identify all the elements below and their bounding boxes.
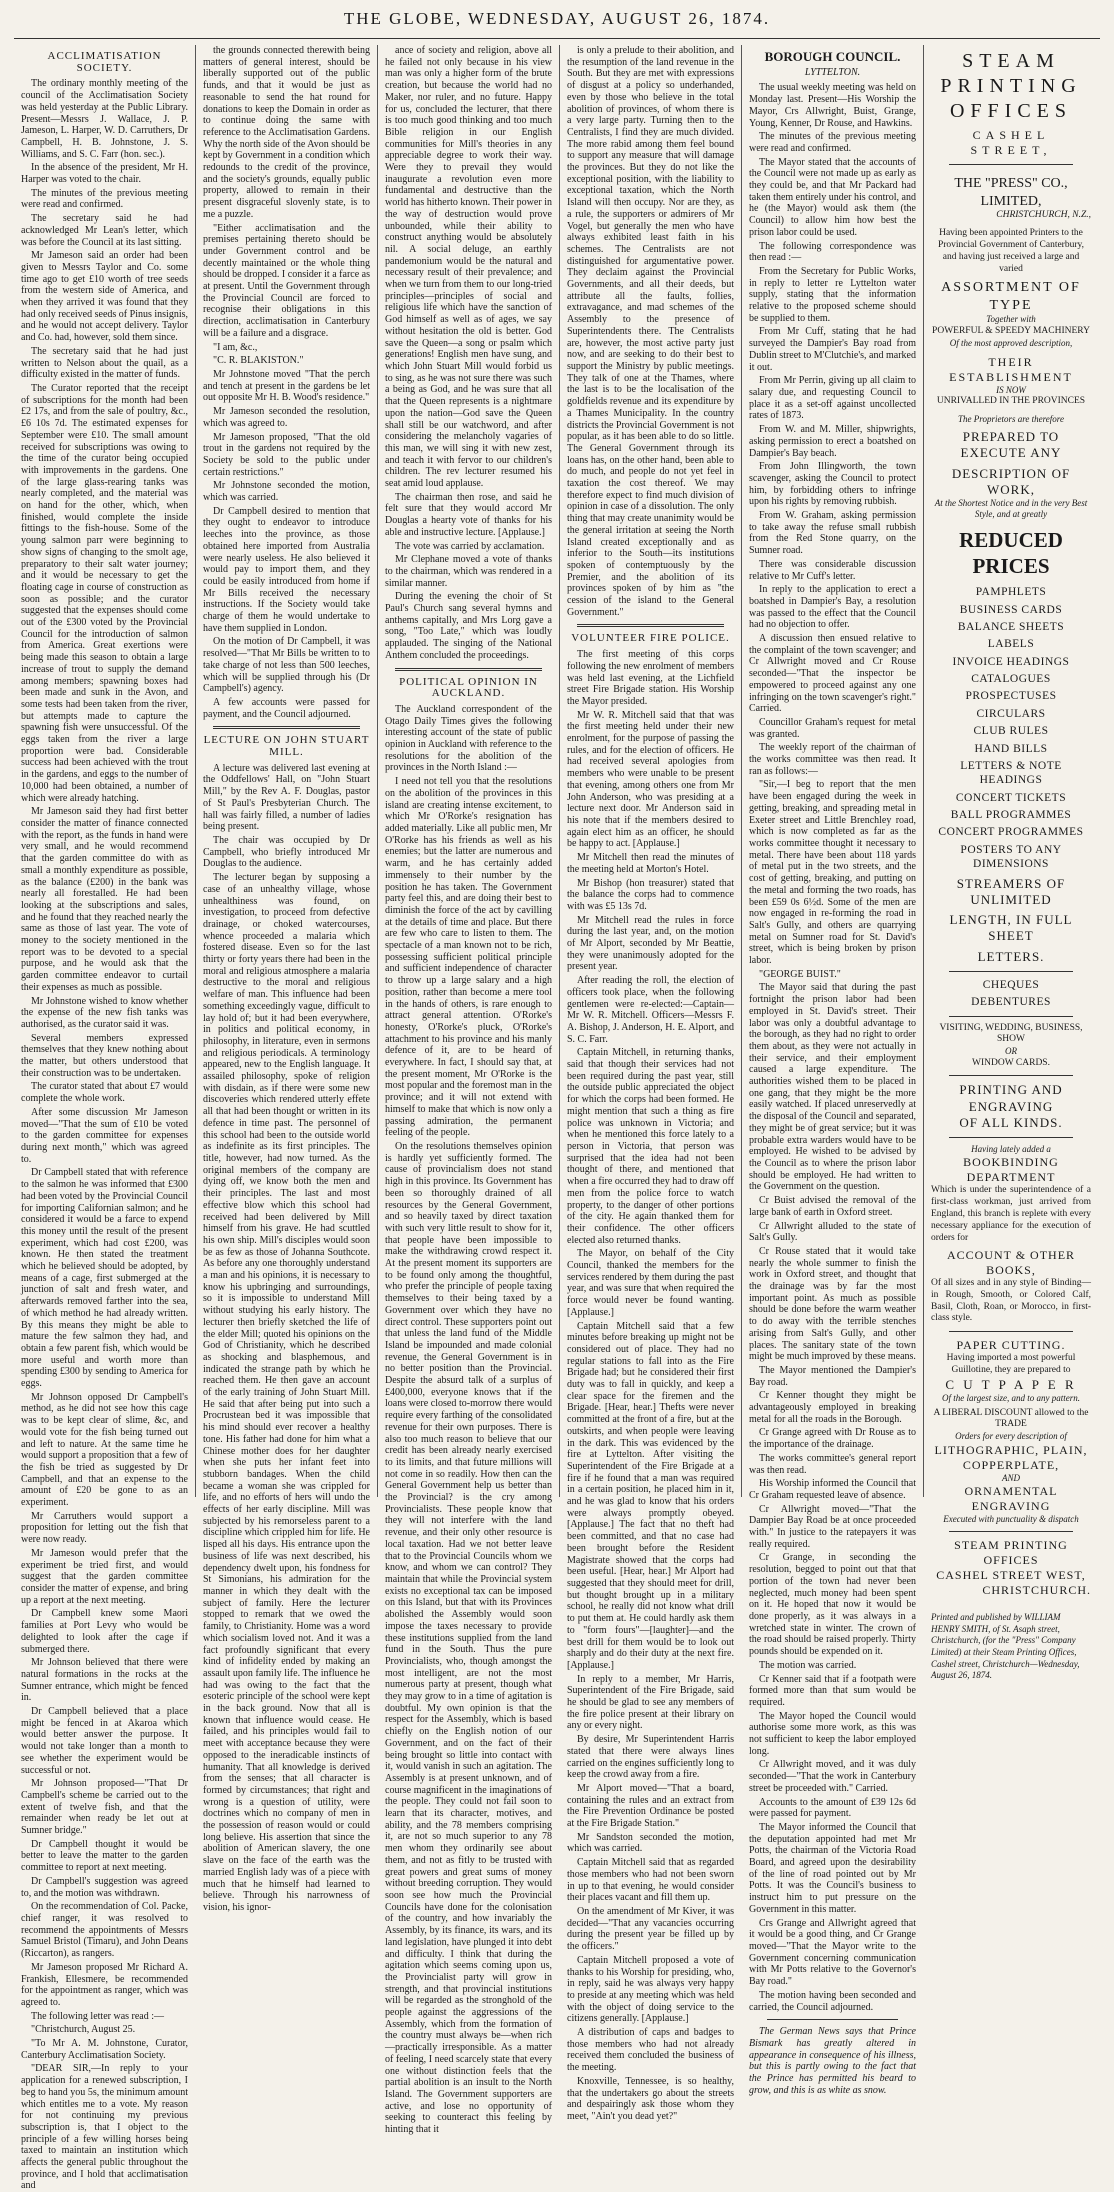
paragraph: Mr Sandston seconded the motion, which was carried. (567, 1831, 734, 1855)
paragraph: Dr Campbell thought it would be better to leave the matter to the garden committee to report at next meeting. (21, 1838, 188, 1874)
ad-reduced-prices: REDUCED PRICES (959, 527, 1063, 578)
paragraph: In reply to a member, Mr Harris, Superintendent of the Fire Brigade, said he should be glad to see any members of the fire police present at their library on any or every night. (567, 1673, 734, 1732)
paragraph: The usual weekly meeting was held on Monday last. Present—His Worship the Mayor, Crs Allwright, Buist, Grange, Young, Kenner, Dr Rouse, and Hawkins. (749, 82, 916, 129)
paragraph: Mr Clephane moved a vote of thanks to the chairman, which was rendered in a similar manner. (385, 554, 552, 589)
article-body (567, 649, 734, 2122)
paragraph: On the amendment of Mr Kiver, it was decided—"That any vacancies occurring during the present year be filled up by the officers." (567, 1905, 734, 1953)
paragraph: After some discussion Mr Jameson moved—"That the sum of £10 be voted to the garden committee for expenses during next month," which was agreed to. (21, 1106, 188, 1165)
article-body (567, 45, 734, 618)
ad-christchurch: CHRISTCHURCH. (982, 1583, 1091, 1597)
ad-paper-cutting: PAPER CUTTING. (956, 1338, 1066, 1353)
paragraph: From W. and M. Miller, shipwrights, asking permission to erect a boatshed on Dampier's Bay beach. (749, 424, 916, 459)
paragraph: Cr Allwright moved, and it was duly seconded—"That the work in Canterbury street be proceeded with." Carried. (749, 1759, 916, 1794)
paragraph: Mr Jameson would prefer that the experiment be tried first, and would suggest that the garden committee consider the matter of expense, and bring up a report at the next meeting. (21, 1547, 188, 1606)
paragraph: Cr Kenner thought they might be advantageously employed in breaking metal for all the roads in the Borough. (749, 1390, 916, 1425)
column-1 (14, 45, 196, 2192)
paragraph: During the evening the choir of St Paul's Church sang several hymns and anthems capitally, and Mrs Lorg gave a song, "Too Late," which was loudly applauded. The singing of the National Anthem concluded the proceedings. (385, 591, 552, 661)
paragraph: Captain Mitchell, in returning thanks, said that though their services had not been required during the past year, still the outside public appreciated the object for which the corps had been formed. He might mention that such a thing as fire police was unknown in Victoria; and when he mentioned this force lately to a person in Victoria, that person was surprised that the idea had not been thought of there, and mentioned that when a fire occurred they had to draw off men from the police force to watch property, to the danger of other portions of the city. He again thanked them for their confidence. The other officers elected also returned thanks. (567, 1047, 734, 1246)
divider (949, 1137, 1073, 1138)
paragraph: The Mayor mentioned the Dampier's Bay road. (749, 1364, 916, 1388)
ad-is-now: IS NOW (996, 384, 1026, 395)
paragraph: I need not tell you that the resolutions on the abolition of the provinces in this island are creating intense excitement, to which Mr O'Rorke's resignation has added materially. Like all public men, Mr O'Rorke has his friends as well as his enemies; but the latter are numerous and warm, and he has certainly added immensely to their number by the position he has taken. The Government party feel this, and are doing their best to diminish the force of the act by cavilling at the details of time and place. But there are few who care to listen to them. The spectacle of a man known not to be rich, possessing sufficient political principle and sufficient independence of character to throw up a large salary and a high position, rather than become a mere tool in the hands of others, is rare enough to attract general attention. O'Rorke's honesty, O'Rorke's pluck, O'Rorke's attachment to his province and his manly defence of it, are to be heard of everywhere. In fact, I should say that, at the present moment, Mr O'Rorke is the most popular and the foremost man in the province; and it will not extend with himself to make that which is now only a passing admiration, the permanent feeling of the people. (385, 776, 552, 1139)
paragraph: Knoxville, Tennessee, is so healthy, that the undertakers go about the streets and despairingly ask those whom they meet, "Ain't you dead yet?" (567, 2075, 734, 2122)
paragraph: Mr Jameson said an order had been given to Messrs Taylor and Co. some time ago to get £10 worth of tree seeds from the western side of America, and when they arrived it was found that they had only received seeds of Pinus insignis, and he would not accept delivery. Taylor and Co. had, however, sold them since. (21, 250, 188, 344)
article-heading: POLITICAL OPINION IN AUCKLAND. (399, 675, 538, 700)
paragraph: The Mayor hoped the Council would authorise some more work, as this was not sufficient to keep the labor employed long. (749, 1710, 916, 1757)
columns (14, 45, 1100, 2192)
paragraph: Crs Grange and Allwright agreed that it would be a good thing, and Cr Grange moved—"That the Mayor write to the Government concerning communication with Mr Potts relative to the Governor's Bay road." (749, 1917, 916, 1988)
paragraph: The vote was carried by acclamation. (395, 540, 545, 552)
paragraph: Accounts to the amount of £39 12s 6d were passed for payment. (749, 1796, 916, 1820)
paragraph: The weekly report of the chairman of the works committee was then read. It ran as follows:— (749, 742, 916, 777)
paragraph: Councillor Graham's request for metal was granted. (749, 716, 916, 740)
ad-service-item: CONCERT PROGRAMMES (938, 826, 1084, 839)
paragraph: Mr Alport moved—"That a board, containing the rules and an extract from the Fire Prevention Ordinance be posted at the Fire Brigade Station." (567, 1782, 734, 1830)
paragraph: is only a prelude to their abolition, and the resumption of the land revenue in the South. But they are met with expressions of disgust at a policy so underhanded, even by those who believe in the total abolition of provinces, of whom there is a very large party. Turning then to the Centralists, I find they are much divided. The more rabid among them feel bound to support any measure that will damage the provinces. But they do not like the exceptional position, with the liability to exceptional taxation, which the North Island will then occupy. Nor are they, as a rule, the supporters or admirers of Mr Vogel, but generally the men who have always exhibited least faith in his schemes. The Centralists are not distinguished for argumentative power. They declaim against the Provincial Governments, and all their deeds, but attribute all the faults, follies, extravagance, and mad schemes of the Assembly to the presence of Superintendents there. The Centralists are, however, the most active party just now, and are seeking to do their best to support the Ministry by public meetings. They talk of one at the Thames, where the last is to be the localisation of the goldfields revenue and its expenditure by a Thames Municipality. In the country districts the Provincial Government is not popular, as it has been able to do so little. The General Government through its loans has, on the other hand, been able to do much, and people do not yet feel in taxation the cost thereof. We may therefore expect to find much division of opinion in case of a dissolution. The only thing that may create unanimity would be the general irritation at seeing the North Island created exceptionally and as inferior to the South—its institutions spoken of contemptuously by the Premier, and the abolition of its provinces spoken of by him as "the cession of the island to the General Government." (567, 45, 734, 618)
paragraph: Mr Johnson proposed—"That Dr Campbell's scheme be carried out to the extent of twelve fish, and that the remainder when ready be let out at Sumner bridge." (21, 1778, 188, 1837)
ad-streamers: STREAMERS OF UNLIMITED (956, 875, 1066, 907)
paragraph: On the resolutions themselves opinion is hardly yet sufficiently formed. The cause of provincialism does not stand high in this province. Its Government has been so thoroughly drained of all resources by the General Government, and so heavily taxed by direct taxation with such very little result to show for it, that people have been impossible to make the withdrawing crowd respect it. At the present moment its supporters are to be found only among the thoughtful, who prefer the principle of people taxing themselves to their being taxed by a Government over which they have no direct control. These supporters point out that unless the land fund of the Middle Island be impounded and made colonial revenue, the General Government is in no better position than the Provincial. Despite the absurd talk of a surplus of £400,000, everyone knows that if the loans were closed to-morrow there would require every farthing of the consolidated revenue for their own purposes. There is also too much reason to believe that our credit has been already nearly exercised to its limits, and that future millions will not come in so readily. How then can the General Government help us better than the Provincial? is the cry among Provincialists. These people know that they will not interfere with the land revenue, and their only other resource is local taxation. Had we not better leave that to the Provincial Councils whom we know, and whom we can control? They maintain that while the Provincial system exists no exceptional tax can be imposed on this Island, but that with its Provinces abolished the Assembly would soon impose the taxes necessary to provide these institutions supplied from the land fund in the South. Thus the pure Provincialists, who, though amongst the most intelligent, are not the most numerous party at present, though what they may grow to in a time of agitation is doubtful. My own opinion is that the respect for the Assembly, which is based chiefly on the English notion of our Government, and on the fact of their being brought so little into contact with it, would vanish in such an agitation. The Assembly is at present unknown, and of course magnificent in the imaginations of the people. They could not fail soon to learn that its character, motives, and ability, and the 78 members comprising it, are not so much superior to any 78 men whom they ordinarily see about them, and not as fitly to be trusted with great powers and great sums of money without breeding corruption. They would soon see how much the Provincial Councils have done for the colonisation of the country, and how invariably the Assembly, by its finance, its wars, and its land legislation, have plunged it into debt and difficulty. I think that during the agitation which seems coming upon us, the Provincialist party will grow in strength, and that provincial institutions will be regarded as the stronghold of the people against the aggressions of the Assembly, which from the formation of the country must always be—when rich—practically irresponsible. As a matter of feeling, I need scarcely state that every one without distinction feels that the partial abolition is an insult to the North Island. The Government supporters are active, and lose no opportunity of seeking to counteract this feeling by hinting that it (385, 1140, 552, 2136)
ad-service-item: HAND BILLS (974, 742, 1048, 755)
article-heading: VOLUNTEER FIRE POLICE. (571, 632, 730, 645)
column-5 (742, 45, 924, 2096)
ad-service-item: BALL PROGRAMMES (950, 809, 1072, 821)
paragraph: Captain Mitchell proposed a vote of thanks to his Worship for presiding, who, in reply, said he was always very happy to preside at any meeting which was held with the object of doing service to the citizens generally. [Applause.] (567, 1954, 734, 2025)
paragraph: In reply to the application to erect a boatshed in Dampier's Bay, a resolution was passed to the effect that the Council had no objection to offer. (749, 584, 916, 631)
paragraph: Cr Grange, in seconding the resolution, begged to point out that that portion of the town had never been neglected, much money had been spent on it. He hoped that now it would be done properly, as it was always in a wretched state in winter. The crown of the road should be raised properly. Thirty pounds should be expended on it. (749, 1552, 916, 1658)
ad-service-item: LABELS (987, 638, 1035, 651)
ad-or: OR (1005, 1046, 1017, 1057)
ad-letters: LETTERS. (977, 948, 1045, 964)
paragraph: A discussion then ensued relative to the complaint of the town scavenger; and Cr Allwright moved and Cr Rouse seconded—"That the inspector be empowered to proceed against any one infringing on the town scavenger's right." Carried. (749, 633, 916, 715)
ad-together: Together with (986, 314, 1036, 325)
paragraph: The chair was occupied by Dr Campbell, who briefly introduced Mr Douglas to the audience. (203, 835, 370, 870)
ad-length: LENGTH, IN FULL SHEET (949, 912, 1073, 944)
ad-cashel-west: CASHEL STREET WEST, (936, 1568, 1086, 1582)
printing-advertisement (924, 45, 1098, 1681)
paragraph: The chairman then rose, and said he felt sure that they would accord Mr Douglas a hearty vote of thanks for his able and instructive lecture. [Applause.] (385, 491, 552, 538)
paragraph: The curator stated that about £7 would complete the whole work. (21, 1081, 188, 1105)
ad-service-item: CONCERT TICKETS (955, 791, 1067, 804)
paragraph: From the Secretary for Public Works, in reply to letter re Lyttelton water supply, stating that the information relative to the proposed scheme should be supplied to them. (749, 265, 916, 324)
ad-window: WINDOW CARDS. (972, 1057, 1050, 1068)
paragraph: The Mayor stated that the accounts of the Council were not made up as early as they could be, and that Mr Packard had taken them entirely under his control, and he (the Mayor) would ask them (the Council) to allow him how best the prison labor could be used. (749, 156, 916, 238)
paragraph: In the absence of the president, Mr H. Harper was voted to the chair. (21, 162, 188, 186)
divider (395, 668, 542, 671)
paragraph: "DEAR SIR,—In reply to your application for a renewed subscription, I beg to hand you 5s, the minimum amount which entitles me to a vote. My reason for not continuing my previous subscription is, that I object to the principle of a few willing horses being taxed to maintain an institution which affects the general public throughout the province, and I hold that acclimatisation and (21, 2063, 188, 2192)
ad-discount: A LIBERAL DISCOUNT allowed to the TRADE (933, 1407, 1089, 1430)
ad-prepared: PREPARED TO EXECUTE ANY (960, 429, 1062, 461)
ad-imprint: Printed and published by WILLIAM HENRY SMITH, of St. Asaph street, Christchurch, (for the "Press" Company Limited) at their Steam Printing Offices, Cashel street, Christchurch—Wednesday, August 26, 1874. (931, 1612, 1080, 1681)
paragraph: The Mayor said that during the past fortnight the prison labor had been employed in St. David's street. Their labor was only a doubtful advantage to the borough, as they had no right to order them about, as they were not actually in their service, and their employment caused a large expenditure. The authorities wished them to be placed in one gang, that they might be the more easily watched. If placed unreservedly at the disposal of the Council and separated, they might be of great service; but it was probable extra warders would have to be employed. He wished to be advised by the Council as to where the prison labor should be employed. He had written to the Government on the question. (749, 982, 916, 1193)
ad-notice: At the Shortest Notice and in the very Best Style, and at greatly (934, 498, 1088, 520)
paragraph: Captain Mitchell said that a few minutes before breaking up might not be considered out of place. They had no regular stations to fall into as the Fire Brigade had; but he considered their first duty was to fall in quickly, and keep a clear space for the firemen and the Brigade. [Hear, hear.] Thefts were never committed at the front of a fire, but at the outskirts, and when people were leaving in the dark. This was evidenced by the fire at Lyttelton. After visiting the Superintendent of the Fire Brigade at a fire if he found that a man was required in a certain position, he placed him in it, and he was glad to know that his orders were always promptly obeyed. [Applause.] The fact that no theft had been committed, and that no case had been brought before the Resident Magistrate showed that the corps had been useful. [Hear, hear.] Mr Alport had suggested that they should meet for drill, but thought brought up in a military school, he really did not know what drill to put them at. He could hardly ask them to "form fours"—[laughter]—and the best drill for them would be to look out sharply and do their duty at the next fire. [Applause.] (567, 1320, 734, 1671)
ad-service-item: PAMPHLETS (975, 586, 1047, 599)
paragraph: The Auckland correspondent of the Otago Daily Times gives the following interesting account of the state of public opinion in Auckland with reference to the resolutions for the abolition of the provinces in the North Island :— (385, 703, 552, 774)
paragraph: The following letter was read :— (31, 2010, 165, 2022)
paragraph: On the motion of Dr Campbell, it was resolved—"That Mr Bills be written to to take charge of not less than 500 leeches, which will be supplied through his (Dr Campbell's) agency. (203, 636, 370, 695)
paragraph: From John Illingworth, the town scavenger, asking the Council to protect him, by forbidding others to infringe upon his rights by removing rubbish. (749, 461, 916, 508)
paragraph: The secretary said that he had just written to Nelson about the quail, as a difficulty existed in the matter of funds. (21, 345, 188, 381)
paragraph: Dr Campbell desired to mention that they ought to endeavor to introduce leeches into the province, as those obtained here imported from Australia were nearly useless. He also believed it would pay to import them, and they could be easily introduced from home if Mr Bills received the necessary instructions. If the Society would take charge of them he would undertake to have them supplied in London. (203, 505, 370, 634)
paragraph: From W. Graham, asking permission to take away the refuse small rubbish from the Red Stone quarry, on the Sumner road. (749, 510, 916, 557)
divider (949, 1075, 1073, 1076)
paragraph: Dr Campbell knew some Maori families at Port Levy who would be delighted to look after the cage if submerged there. (21, 1608, 188, 1655)
paragraph: From Mr Cuff, stating that he had surveyed the Dampier's Bay road from Dublin street to M'Clutchie's, and marked it out. (749, 326, 916, 373)
divider (577, 624, 724, 627)
paragraph: "Sir,—I beg to report that the men have been engaged during the week in getting, breaking, and spreading metal in Exeter street and Little Brenchley road, which is now completed as far as the works committee thought it necessary to metal. There have been about 118 yards of metal put in the two streets, and the cost of getting, breaking, and putting on the metal and forming the two roads, has been £59 0s 6½d. Some of the men are now engaged in re-forming the road in Salt's Gully, and others are quarrying metal on Sumner road for St. David's street, which is being broken by prison labor. (749, 779, 916, 967)
ad-service-item: POSTERS TO ANY DIMENSIONS (960, 843, 1062, 871)
ad-printing: PRINTING AND ENGRAVING (959, 1082, 1063, 1114)
ad-account-text: Of all sizes and in any style of Binding—in Rough, Smooth, or Colored Calf, Basil, Cloth, Roan, or Morocco, in first-class style. (931, 1277, 1091, 1324)
paragraph: Mr Johnstone moved "That the perch and tench at present in the gardens be let out opposite Mr H. B. Wood's residence." (203, 368, 370, 404)
paragraph: The Mayor informed the Council that the deputation appointed had met Mr Potts, the chairman of the Victoria Road Board, and agreed upon the desirability of the line of road pointed out by Mr Potts. It was the Council's business to instruct him to put pressure on the Government in this matter. (749, 1821, 916, 1915)
masthead: THE GLOBE, WEDNESDAY, AUGUST 26, 1874. (14, 0, 1100, 39)
paragraph: Cr Allwright moved—"That the Dampier Bay Road be at once proceeded with." In justice to the ratepayers it was really required. (749, 1503, 916, 1550)
paragraph: Mr Jameson proposed, "That the old trout in the gardens not required by the Society be sold to the public under certain restrictions." (203, 431, 370, 478)
column-3 (378, 45, 560, 2136)
ad-service-item: BUSINESS CARDS (959, 603, 1063, 616)
ad-litho: LITHOGRAPHIC, PLAIN, (934, 1442, 1088, 1457)
ad-service-item: PROSPECTUSES (965, 690, 1057, 703)
paragraph: Dr Campbell stated that with reference to the salmon he was informed that £300 had been voted by the Provincial Council for importing Californian salmon; and he considered it would be a farce to expend this money until the result of the present experiment, which had cost £200, was known. He then stated the treatment which he believed should be adopted, by means of a cage, first submerged at the junction of salt and fresh water, and afterwards removed farther into the sea, of which method he had already written. By this means they might be able to mature the few salmon they had, and obtain a few parent fish, which would be more useful and worth more than spending £300 by sending to America for eggs. (21, 1167, 188, 1390)
ad-service-item: LETTERS & NOTE HEADINGS (960, 759, 1062, 787)
article-body (203, 45, 370, 720)
ad-executed: Executed with punctuality & dispatch (943, 1513, 1079, 1524)
ad-and: AND (1002, 1472, 1020, 1483)
paragraph: The following correspondence was then read :— (749, 240, 916, 264)
paragraph: A lecture was delivered last evening at the Oddfellows' Hall, on "John Stuart Mill," by the Rev A. F. Douglas, pastor of St Paul's Presbyterian Church. The hall was fairly filled, a number of ladies being present. (203, 762, 370, 833)
paragraph: ance of society and religion, above all he failed not only because in his view man was only a higher form of the brute creation, but because the world had no Maker, nor ruler, and no future. Happy for us, concluded the lecturer, that there is too much good thinking and too much Bible religion in our English communities for Mill's theories in any appreciable degree to work their way. Were they to prevail they would inaugurate a revolution even more fundamental and destructive than the world has hitherto known. Their power in the way of destruction would prove unbounded, while their ability to construct anything would be absolutely nil. A social deluge, an earthly pandemonium would be the natural and necessary result of their prevalence; and when we turn from them to our long-tried principles—principles of social and religious life which have the sanction of God himself as well as of ages, we say without hesitation the old is better. God save the Queen—a song or psalm which generations! English men have sung, and which John Stuart Mill would forbid us to sing, as he was not sure there was such a being as God, and he was sure that all that the Queen represents is a nightmare upon the nation—God save the Queen shall still be our watchword, and after considering the melancholy vagaries of this man, we will sing it with new zest, and teach it with fervor to our children's children. The rev lecturer resumed his seat amid loud applause. (385, 45, 552, 490)
paragraph: Mr Mitchell read the rules in force during the last year, and, on the motion of Mr Alport, seconded by Mr Beattie, they were unanimously adopted for the present year. (567, 914, 734, 973)
paragraph: Several members expressed themselves that they knew nothing about the matter, but others understood that their construction was to be undertaken. (21, 1032, 188, 1079)
ad-company: THE "PRESS" CO., LIMITED, (954, 176, 1068, 209)
paragraph: Cr Rouse stated that it would take nearly the whole summer to finish the work in Oxford street, and thought that the drainage was by far the most important point. As much as possible should be done before the warm weather to do away with the terrible stenches arising from Salt's Gully, and other places. The sanitary state of the town might be much improved by these means. (749, 1245, 916, 1363)
ad-establishment: THEIR ESTABLISHMENT (949, 354, 1073, 384)
paragraph: The Curator reported that the receipt of subscriptions for the month had been £2 17s, and from the sale of poultry, &c., £6 10s 7d. The estimated expenses for September were £10. The small amount received for subscriptions was owing to the time of the curator being occupied with improvements in the gardens. One of the large glass-rearing tanks was nearly completed, and the material was on hand for the other, which, when finished, would complete the inside fittings to the fish-house. Some of the young salmon parr were beginning to show signs of changing to the smolt age, preparatory to their salt water journey; and it would be necessary to get the floating cage in course of construction as soon as possible; and the curator suggested that the expenses should come out of the £300 voted by the Provincial Council for the introduction of salmon from America. Great exertions were being made this season to obtain a large increase of trout to supply the demand among members; spawning boxes had been made and sunk in the Avon, and some tests had been taken from the river, but attempts made to capture the spawning fish were unsuccessful. Of the eggs taken from the river a large proportion were bad. Considerable success had been achieved with the trout in the gardens, and eggs to the number of 10,000 had been obtained, a number of which were already hatching. (21, 382, 188, 804)
paragraph: A distribution of caps and badges to those members who had not already received them concluded the business of the meeting. (567, 2027, 734, 2074)
ad-approved: Of the most approved description, (949, 337, 1073, 348)
ad-unrivalled: UNRIVALLED IN THE PROVINCES (936, 396, 1086, 406)
paragraph: The works committee's general report was then read. (749, 1452, 916, 1476)
column-4 (560, 45, 742, 2122)
ad-bookbinding: BOOKBINDING DEPARTMENT (963, 1155, 1059, 1185)
ad-service-item: CIRCULARS (976, 707, 1046, 720)
paragraph: By desire, Mr Superintendent Harris stated that there were always lines carried on the engines sufficiently long to keep the crowd away from a fire. (567, 1734, 734, 1781)
ad-guillotine: Having imported a most powerful Guillotine, they are prepared to (946, 1353, 1076, 1376)
paragraph: The lecturer began by supposing a case of an unhealthy village, whose unhealthiness was found, on investigation, to proceed from defective drainage, or choked watercourses, whence proceeded a malaria which fostered disease. Even so for the last thirty or forty years there had been in the moral and religious atmosphere a malaria destructive to the moral and religious welfare of man. This influence had been something exceedingly vague, difficult to lay hold of; but it had been everywhere, in politics and political economy, in philosophy, in literature, even in sermons and religious periodicals. A terminology appeared, new to the English language. It assailed philosophy, spoke of religion with disdain, as if there were some new discoveries which rendered utterly effete all that had been thought or written in its defence in time past. The personnel of this school had been to the outside world as indefinite as its first principles. The title, however, had now turned. As the original members of the company are dying off, we know both the men and their principles. The last and most effective blow which this school had received had been delivered by Mill himself from his grave. He had scuttled his own ship. Mill's disciples would soon be as few as those of Johanna Southcote. As before any one thoroughly understand a man and his opinions, it is necessary to know his upbringing and surroundings, so it is impossible to understand Mill without studying his early history. The lecturer then briefly sketched the life of the elder Mill; quoted his opinions on the God of Christianity, which he described as shocking and blasphemous, and indicated the strange path by which he reached them. He then gave an account of the early training of John Stuart Mill. He said that after being put into such a Procrustean bed it was impossible that his mind should ever recover a healthy tone. His father had done for him what a Chinese mother does for her daughter when she puts her infant feet into stubborn bandages. When the child became a woman she was crippled for life, and no efforts of hers will undo the effects of her early discipline. Mill was subjected by his remorseless parent to a discipline which crippled him for life. He lisped all his days. His entrance upon the business of life was next described, his dependency dwelt upon, his fondness for St Simonians, his admiration for the manner in which they dealt with the subject of family. Here the lecturer stopped to remark that we owed the family, to Christianity. Home was a word which socialism loved not. And it was a fact profoundly significant that every kind of infidelity ended by making an assault upon family life. The influence he had was owing to the fact that the esoteric principle of the school were kept in the back ground. Now that all is known that influence would cease. He failed, and his principles would fail to meet with acceptance because they were opposed to the ineradicable instincts of humanity. That all knowledge is derived from the senses; that all character is formed by circumstances; that right and wrong is a question of utility, were doctrines which no company of men in the possession of reason would or could long believe. His assertion that since the abolition of American slavery, the one slave on the face of the earth was the married English lady was of a piece with much that he himself had learned to believe. Through his narrowness of vision, his ignor- (203, 872, 370, 1913)
article-heading: LECTURE ON JOHN STUART MILL. (203, 734, 370, 759)
article-body (749, 82, 916, 2013)
paragraph: Cr Buist advised the removal of the large bank of earth in Oxford street. (749, 1195, 916, 1218)
ad-account: ACCOUNT & OTHER BOOKS, (946, 1247, 1076, 1277)
paragraph: Cr Grange agreed with Dr Rouse as to the importance of the drainage. (749, 1427, 916, 1451)
paragraph: Mr Jameson said they had first better consider the matter of finance connected with the report, as the funds in hand were very small, and he would recommend that the garden committee do with as small a monthly expenditure as possible, as the balance (£200) in the bank was nearly all forestalled. He had been looking at the subscriptions and sales, and he found that they reached nearly the same as those of last year. The vote of money to the society mentioned in the report was to be devoted to a special purpose, and he would ask that the garden committee endeavor to curtail their expenses as much as possible. (21, 806, 188, 993)
column-2 (196, 45, 378, 1913)
paragraph: The motion was carried. (759, 1659, 857, 1671)
divider (949, 1331, 1073, 1332)
paragraph: Mr Johnstone wished to know whether the expense of the new fish tanks was authorised, as the curator said it was. (21, 995, 188, 1030)
ad-machinery: POWERFUL & SPEEDY MACHINERY (932, 325, 1090, 336)
paragraph: Cr Allwright alluded to the state of Salt's Gully. (749, 1220, 916, 1244)
ad-ornamental: ORNAMENTAL ENGRAVING (964, 1483, 1058, 1513)
paragraph: On the recommendation of Col. Packe, chief ranger, it was resolved to recommend the appointments of Messrs Samuel Bristol (Timaru), and John Deans (Riccarton), as rangers. (21, 1901, 188, 1960)
article-heading: BOROUGH COUNCIL. (764, 49, 901, 64)
ad-all-kinds: OF ALL KINDS. (959, 1114, 1063, 1130)
news-note: The German News says that Prince Bismark has greatly altered in appearance in consequence of his illness, but this is partly owing to the fact that the Prince has permitted his beard to grow, and this is as white as snow. (749, 2026, 916, 2096)
paragraph: After reading the roll, the election of officers took place, when the following gentlemen were re-elected:—Captain—Mr W. R. Mitchell. Officers—Messrs F. A. Bishop, J. Anderson, H. E. Alport, and S. C. Farr. (567, 975, 734, 1045)
ad-bookbinding-text: Which is under the superintendence of a first-class workman, just arrived from England, this branch is replete with every necessary appliance for the execution of orders for (931, 1185, 1091, 1243)
ad-copperplate: COPPERPLATE, (962, 1457, 1060, 1472)
paragraph: Mr Johnson opposed Dr Campbell's method, as he did not see how this cage was to be kept clear of slime, &c, and would vote for the fish being turned out and left to nature. At the same time he would support a proposition that a few of the fish be tried as suggested by Dr Campbell, and that an expense to the amount of £20 be gone to as an experiment. (21, 1391, 188, 1509)
paragraph: The ordinary monthly meeting of the council of the Acclimatisation Society was held yesterday at the Public Library. Present—Messrs J. Wallace, J. P. Jameson, L. Harper, W. D. Carruthers, Dr Campbell, H. B. Johnstone, J. S. Williams, and S. C. Farr (hon. sec.). (21, 78, 188, 160)
ad-title: STEAM PRINTING OFFICES (940, 50, 1082, 122)
paragraph: "C. R. BLAKISTON." (213, 355, 304, 367)
paragraph: Mr Bishop (hon treasurer) stated that the balance the corps had to commence with was £5 13s 7d. (567, 877, 734, 912)
paragraph: Mr Carruthers would support a proposition for letting out the fish that were now ready. (21, 1510, 188, 1546)
ad-intro: Having been appointed Printers to the Provincial Government of Canterbury, and having just received a large and varied (937, 227, 1085, 274)
paragraph: "I am, &c., (213, 341, 258, 353)
article-subheading: LYTTELTON. (804, 66, 861, 78)
paragraph: Captain Mitchell said that as regarded those members who had not been sworn in up to that evening, he would consider their places vacant and fill them up. (567, 1857, 734, 1904)
paragraph: The first meeting of this corps following the new enrolment of members was held last evening, at the Lichfield street Fire Brigade station. His Worship the Mayor presided. (567, 649, 734, 707)
paragraph: The secretary said he had acknowledged Mr Lean's letter, which was before the Council at its last sitting. (21, 213, 188, 248)
paragraph: Mr Johnson believed that there were natural formations in the rocks at the Sumner entrance, which might be fenced in. (21, 1657, 188, 1704)
paragraph: The motion having been seconded and carried, the Council adjourned. (749, 1989, 916, 2013)
paragraph: Cr Kenner said that if a footpath were formed more than that sum would be required. (749, 1673, 916, 1708)
paragraph: Dr Campbell's suggestion was agreed to, and the motion was withdrawn. (21, 1875, 188, 1899)
ad-steam-footer: STEAM PRINTING OFFICES (954, 1538, 1068, 1567)
ad-assortment: ASSORTMENT OF TYPE (941, 280, 1081, 313)
paragraph: His Worship informed the Council that Cr Graham requested leave of absence. (749, 1478, 916, 1501)
paragraph: Mr Jameson seconded the resolution, which was agreed to. (203, 406, 370, 429)
paragraph: the grounds connected therewith being matters of general interest, should be liberally supported out of the public funds, and that it would be just as reasonable to send the hat round for donations to keep the Domain in order as to continue doing the same with reference to the Acclimatisation Gardens. Why the north side of the Avon should be kept by Government in a condition which redounds to the credit of the province, and the society's grounds, equally public property, allowed to remain in their present disgraceful slovenly state, is to me a puzzle. (203, 45, 370, 220)
paragraph: Mr Mitchell then read the minutes of the meeting held at Morton's Hotel. (567, 852, 734, 875)
ad-city: CHRISTCHURCH, N.Z., (996, 210, 1091, 220)
paragraph: The Mayor, on behalf of the City Council, thanked the members for the services rendered by them during the past year, and was sure that when required the force would never be found wanting. [Applause.] (567, 1248, 734, 1318)
ad-proprietors: The Proprietors are therefore (958, 413, 1064, 424)
article-heading: ACCLIMATISATION SOCIETY. (47, 50, 162, 74)
article-body (385, 45, 552, 662)
paragraph: From Mr Perrin, giving up all claim to salary due, and requesting Council to place it as a set-off against uncollected rates of 1873. (749, 375, 916, 422)
ad-cut-paper: C U T P A P E R (945, 1377, 1077, 1392)
ad-cheques: CHEQUES (982, 978, 1040, 991)
paragraph: Mr Johnstone seconded the motion, which was carried. (203, 480, 370, 504)
paragraph: Dr Campbell believed that a place might be fenced in at Akaroa which would better answer the purpose. It would not take longer than a month to see whether the experiment would be successful or not. (21, 1706, 188, 1776)
paragraph: A few accounts were passed for payment, and the Council adjourned. (203, 696, 370, 720)
ad-street: CASHEL STREET, (970, 128, 1052, 157)
divider (949, 971, 1073, 972)
ad-largest: Of the largest size, and to any pattern. (942, 1393, 1080, 1404)
ad-service-item: CLUB RULES (973, 725, 1049, 738)
ad-description: DESCRIPTION OF WORK, (951, 465, 1071, 497)
paragraph: Mr W. R. Mitchell said that that was the first meeting held under their new enrolment, for the purpose of passing the rules, and for the election of officers. He had received several apologies from members who were unable to be present that evening, among others one from Mr John Anderson, who was presiding at a lecture next door. Mr Anderson said in his note that if the members desired to again elect him as an officer, he should be happy to act. [Applause.] (567, 709, 734, 850)
paragraph: The minutes of the previous meeting were read and confirmed. (749, 131, 916, 154)
divider (949, 164, 1073, 165)
ad-services-list (931, 585, 1091, 871)
ad-orders: Orders for every description of (955, 1431, 1067, 1442)
paragraph: The minutes of the previous meeting were read and confirmed. (21, 187, 188, 211)
divider (767, 2019, 898, 2020)
ad-service-item: BALANCE SHEETS (957, 620, 1065, 633)
ad-service-item: INVOICE HEADINGS (952, 655, 1070, 668)
ad-debentures: DEBENTURES (971, 996, 1051, 1009)
article-body (203, 763, 370, 1914)
ad-service-item: CATALOGUES (971, 673, 1051, 685)
paragraph: Mr Jameson proposed Mr Richard A. Frankish, Ellesmere, be recommended for the appointment as ranger, which was agreed to. (21, 1961, 188, 2008)
divider (213, 726, 360, 729)
divider (949, 1016, 1073, 1017)
article-body (385, 704, 552, 2136)
paragraph: "GEORGE BUIST." (759, 968, 841, 980)
paragraph: "To Mr A. M. Johnstone, Curator, Canterbury Acclimatisation Society. (21, 2038, 188, 2061)
ad-visiting: VISITING, WEDDING, BUSINESS, SHOW (939, 1022, 1083, 1045)
ad-lately: Having lately added a (971, 1144, 1051, 1155)
paragraph: "Either acclimatisation and the premises pertaining thereto should be under Government control and be decently maintained or the whole thing should be dropped. I consider it a farce as at present. Until the Government through the Provincial Council are forced to recognise their obligations in this direction, acclimatisation in Canterbury will be a failure and a disgrace. (203, 222, 370, 339)
article-body (21, 78, 188, 2192)
paragraph: There was considerable discussion relative to Mr Cuff's letter. (749, 558, 916, 582)
divider (949, 1531, 1073, 1532)
paragraph: "Christchurch, August 25. (31, 2024, 136, 2036)
